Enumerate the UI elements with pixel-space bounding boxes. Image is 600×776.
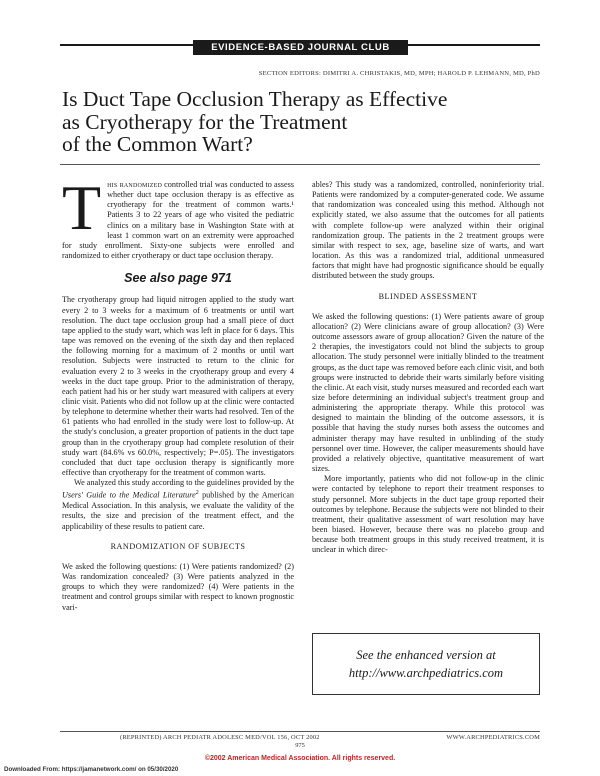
title-line-2: as Cryotherapy for the Treatment [62, 109, 348, 134]
enhanced-version-link[interactable]: http://www.archpediatrics.com [348, 666, 504, 680]
body-paragraph-blinded: We asked the following questions: (1) Were patients aware of group allocation? (2) Were clinicians aware of group allocation? (3) Were outcome assessors aware of group allocation? Given the nature of the 2 therapies, the investigators could not blind the subjects to group allocation. The study personnel were initially blinded to the treatment groups, as the duct tape was removed before each clinic visit, and both groups were instructed to debride their warts similarly before visiting the clinic. At each visit, study nurses measured and recorded each wart size before determining an individual subject's treatment group and administering the appropriate therapy. While this protocol was designed to maintain the blinding of the outcome assessors, it is possible that having the study nurses both assess the outcomes and administer therapy may have resulted in unblinding of the study personnel over time. However, the caliper measurements should have provided a relatively objective, quantitative measurement of wart sizes. [312, 311, 544, 474]
enhanced-version-label: See the enhanced version at [356, 648, 496, 662]
footer-rule [60, 731, 540, 732]
body-paragraph-randomization: We asked the following questions: (1) Were patients randomized? (2) Was randomization concealed? (3) Were patients analyzed in the groups to which they were randomized? (4) Were patients in the treatment and control groups similar with respect to known prognostic vari- [62, 561, 294, 612]
page-number: 975 [295, 742, 305, 749]
download-stamp: Downloaded From: https://jamanetwork.com/ on 05/30/2020 [4, 766, 179, 773]
body-paragraph-analysis [62, 478, 294, 532]
users-guide-title: Users' Guide to the Medical Literature [62, 491, 196, 501]
reference-superscript: 2 [195, 490, 199, 497]
section-editors: SECTION EDITORS: DIMITRI A. CHRISTAKIS, MD, MPH; HAROLD P. LEHMANN, MD, PhD [258, 70, 540, 77]
body-paragraph-cryotherapy: The cryotherapy group had liquid nitrogen applied to the study wart every 2 to 3 weeks for a maximum of 6 treatments or until wart resolution. The duct tape occlusion group had a small piece of duct tape applied to the study wart, which was left in place for 6 days. This tape was removed on the evening of the sixth day and then replaced the following morning for a maximum of 2 months or until wart resolution. Subjects were instructed to return to the clinic for evaluation every 2 to 3 weeks in the cryotherapy group and every 4 weeks in the duct tape group. Prior to the administration of therapy, each patient had his or her study wart measured with calipers at every clinic visit. Patients who did not follow up at the clinic were contacted by telephone to determine whether their warts had resolved. Ten of the 61 patients who had enrolled in the study were lost to follow-up. At the study's conclusion, a greater proportion of patients in the duct tape group than in the cryotherapy group had complete resolution of their study wart (84.6% vs 60.0%, respectively; P=.05). The investigators concluded that duct tape occlusion therapy is significantly more effective than cryotherapy for the treatment of common warts. [62, 295, 294, 478]
analysis-text-post: published by the American Medical Association. In this analysis, we evaluate the validity of the results, the size and precision of the treatment effect, and the applicability of these results to patient care. [62, 491, 294, 531]
intro-smallcaps: his randomized [107, 180, 163, 189]
title-line-3: of the Common Wart? [62, 132, 253, 156]
see-also-callout: See also page 971 [124, 271, 232, 286]
left-column [62, 172, 294, 613]
title-rule [60, 164, 540, 165]
body-paragraph-randomization-cont: ables? This study was a randomized, controlled, noninferiority trial. Patients were randomized by a computer-generated code. We assume that randomization was concealed using this method. Although not explicitly stated, we also assume that the outcomes for all patients with complete follow-up were analyzed within their original randomization group. The patients in the 2 treatment groups were similar with respect to sex, age, baseline size of warts, and wart location. As this was a randomized trial, additional unmeasured factors that might have had prognostic significance should be equally distributed between the study groups. [312, 180, 544, 281]
heading-blinded: BLINDED ASSESSMENT [378, 291, 478, 301]
article-title [62, 88, 532, 156]
analysis-text-pre: We analyzed this study according to the guidelines provided by the [74, 478, 294, 488]
drop-cap: T [62, 172, 102, 243]
heading-randomization: RANDOMIZATION OF SUBJECTS [110, 541, 246, 551]
enhanced-version-box [312, 633, 540, 695]
title-line-1: Is Duct Tape Occlusion Therapy as Effective [62, 87, 448, 111]
intro-paragraph [62, 172, 294, 261]
right-column [312, 180, 544, 555]
copyright-notice: ©2002 American Medical Association. All rights reserved. [204, 755, 396, 762]
body-paragraph-followup: More importantly, patients who did not follow-up in the clinic were contacted by telephone to report their treatment responses to study personnel. More subjects in the duct tape group reported their outcomes by telephone. Because the subjects were not blinded to their treatment, their qualitative assessment of wart resolution may have been biased. However, because there was no placebo group and because both treatment groups in this study received treatment, it is unclear in which direc- [312, 474, 544, 555]
intro-text: controlled trial was conducted to assess whether duct tape occlusion therapy is as effective as cryotherapy for the treatment of common warts.¹ Patients 3 to 22 years of age who visited the pediatric clinics on a military base in Washington State with at least 1 common wart on an extremity were approached for study enrollment. Sixty-one subjects were enrolled and randomized to either cryotherapy or duct tape occlusion therapy. [62, 180, 294, 261]
section-banner: EVIDENCE-BASED JOURNAL CLUB [193, 40, 408, 55]
footer-website: WWW.ARCHPEDIATRICS.COM [446, 734, 540, 741]
footer-citation: (REPRINTED) ARCH PEDIATR ADOLESC MED/VOL 156, OCT 2002 [120, 734, 320, 741]
